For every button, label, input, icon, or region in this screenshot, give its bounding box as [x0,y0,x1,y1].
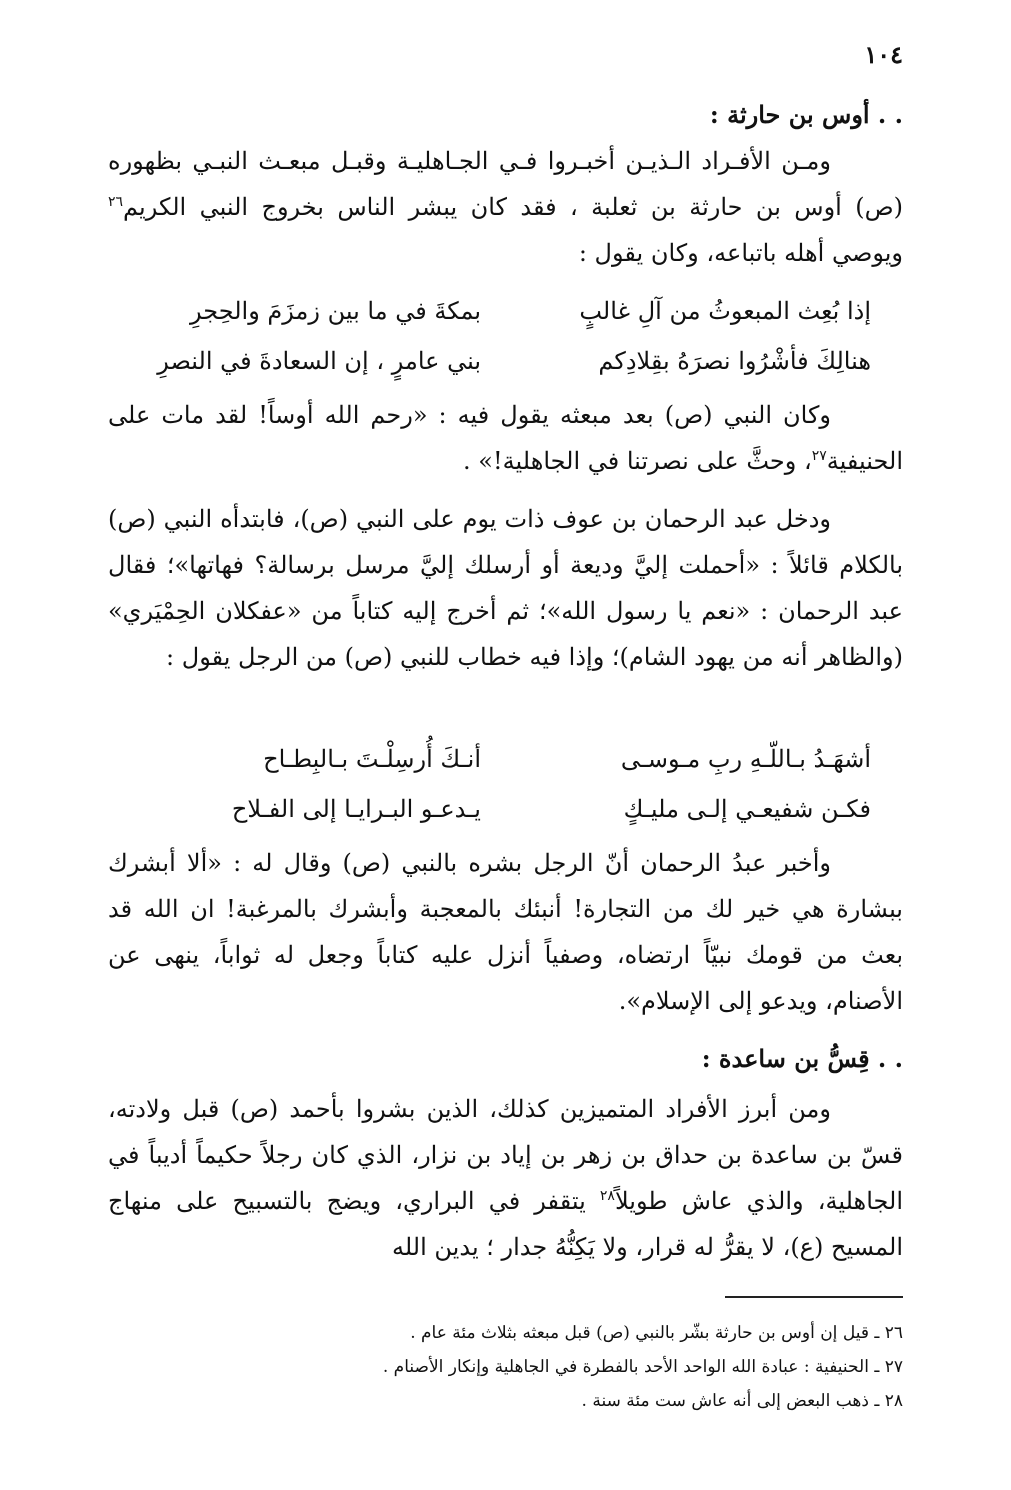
footnote-28: ٢٨ ـ ذهب البعض إلى أنه عاش ست مئة سنة . [581,1391,903,1411]
footnote-ref-26: ٢٦ [108,194,124,210]
paragraph-text: وكان النبي (ص) بعد مبعثه يقول فيه : «رحم الله أوساً! لقد مات على الحنيفية [108,401,903,475]
page-number: ١٠٤ [864,40,903,69]
verse-first-hemistich: فكـن شفيعـي إلـى مليـكٍ [623,795,871,823]
paragraph-text: ومن أبرز الأفراد المتميزين كذلك، الذين بشروا بأحمد (ص) قبل ولادته، قسّ بن ساعدة بن حداق بن زهر بن إياد بن نزار، الذي كان رجلاً حكيماً أديباً في الجاهلية، والذي عاش طويلاً [108,1095,903,1215]
footnote-26: ٢٦ ـ قيل إن أوس بن حارثة بشّر بالنبي (ص) قبل مبعثه بثلاث مئة عام . [410,1323,903,1343]
poem-verse [141,286,871,336]
poem-verse [141,734,871,784]
paragraph-text: ومـن الأفـراد الـذيـن أخبـروا فـي الجـاهليـة وقبـل مبعـث النبـي بظهوره (ص) أوس بن حارثة بن ثعلبة ، فقد كان يبشر الناس بخروج النبي الكريم [108,147,903,221]
footnotes [108,1316,903,1418]
paragraph-text: يتقفر في البراري، ويضج بالتسبيح على منهاج المسيح (ع)، لا يقرُّ له قرار، ولا يَكِنُّهُ جدار ؛ يدين الله [108,1187,903,1261]
section-heading-quss: . . قِسُّ بن ساعدة : [701,1044,903,1073]
verse-second-hemistich: بمكةَ في ما بين زمزَمَ والحِجرِ [190,297,481,325]
paragraph-aws-intro [108,138,903,276]
verse-first-hemistich: أشهَـدُ بـاللّـهِ ربِ مـوسـى [620,745,871,773]
verse-first-hemistich: هنالِكَ فأشْرُوا نصرَهُ بقِلادِكم [598,347,871,375]
section-heading-aws: . . أوس بن حارثة : [709,100,903,129]
footnote-ref-27: ٢٧ [811,448,827,464]
paragraph-text: ويوصي أهله باتباعه، وكان يقول : [578,239,903,267]
verse-second-hemistich: يـدعـو البـرايـا إلى الفـلاح [231,795,481,823]
paragraph-abdulrahman: ودخل عبد الرحمان بن عوف ذات يوم على النبي (ص)، فابتدأه النبي (ص) بالكلام قائلاً : «أحملت إليَّ وديعة أو أرسلك إليَّ مرسل برسالة؟ فهاتها»؛ فقال عبد الرحمان : «نعم يا رسول الله»؛ ثم أخرج إليه كتاباً من «عفكلان الحِمْيَري» (والظاهر أنه من يهود الشام)؛ وإذا فيه خطاب للنبي (ص) من الرجل يقول : [108,505,903,671]
paragraph-text: ، وحثَّ على نصرتنا في الجاهلية!» . [463,447,812,475]
paragraph-glad-tidings: وأخبر عبدُ الرحمان أنّ الرجل بشره بالنبي (ص) وقال له : «ألا أبشرك ببشارة هي خير لك من التجارة! أنبئك بالمعجبة وأبشرك بالمرغبة! ان الله قد بعث من قومك نبيّاً ارتضاه، وصفياً أنزل عليه كتاباً وجعل له ثواباً، ينهى عن الأصنام، ويدعو إلى الإسلام». [108,849,903,1015]
poem-verse [141,336,871,386]
poem-verse [141,784,871,834]
footnote-27: ٢٧ ـ الحنيفية : عبادة الله الواحد الأحد بالفطرة في الجاهلية وإنكار الأصنام . [382,1357,903,1377]
paragraph-prophet-on-aws [108,392,903,484]
footnote-divider [725,1296,903,1298]
poem-letter [141,734,871,834]
poem-aws [141,286,871,386]
footnote-ref-28: ٢٨ [599,1188,615,1204]
verse-second-hemistich: بني عامرٍ ، إن السعادةَ في النصرِ [157,347,481,375]
verse-first-hemistich: إذا بُعِث المبعوثُ من آلِ غالبٍ [579,297,871,325]
verse-second-hemistich: أنـكَ أُرسِلْـتَ بـالبِطـاح [263,745,481,773]
paragraph-quss [108,1086,903,1270]
